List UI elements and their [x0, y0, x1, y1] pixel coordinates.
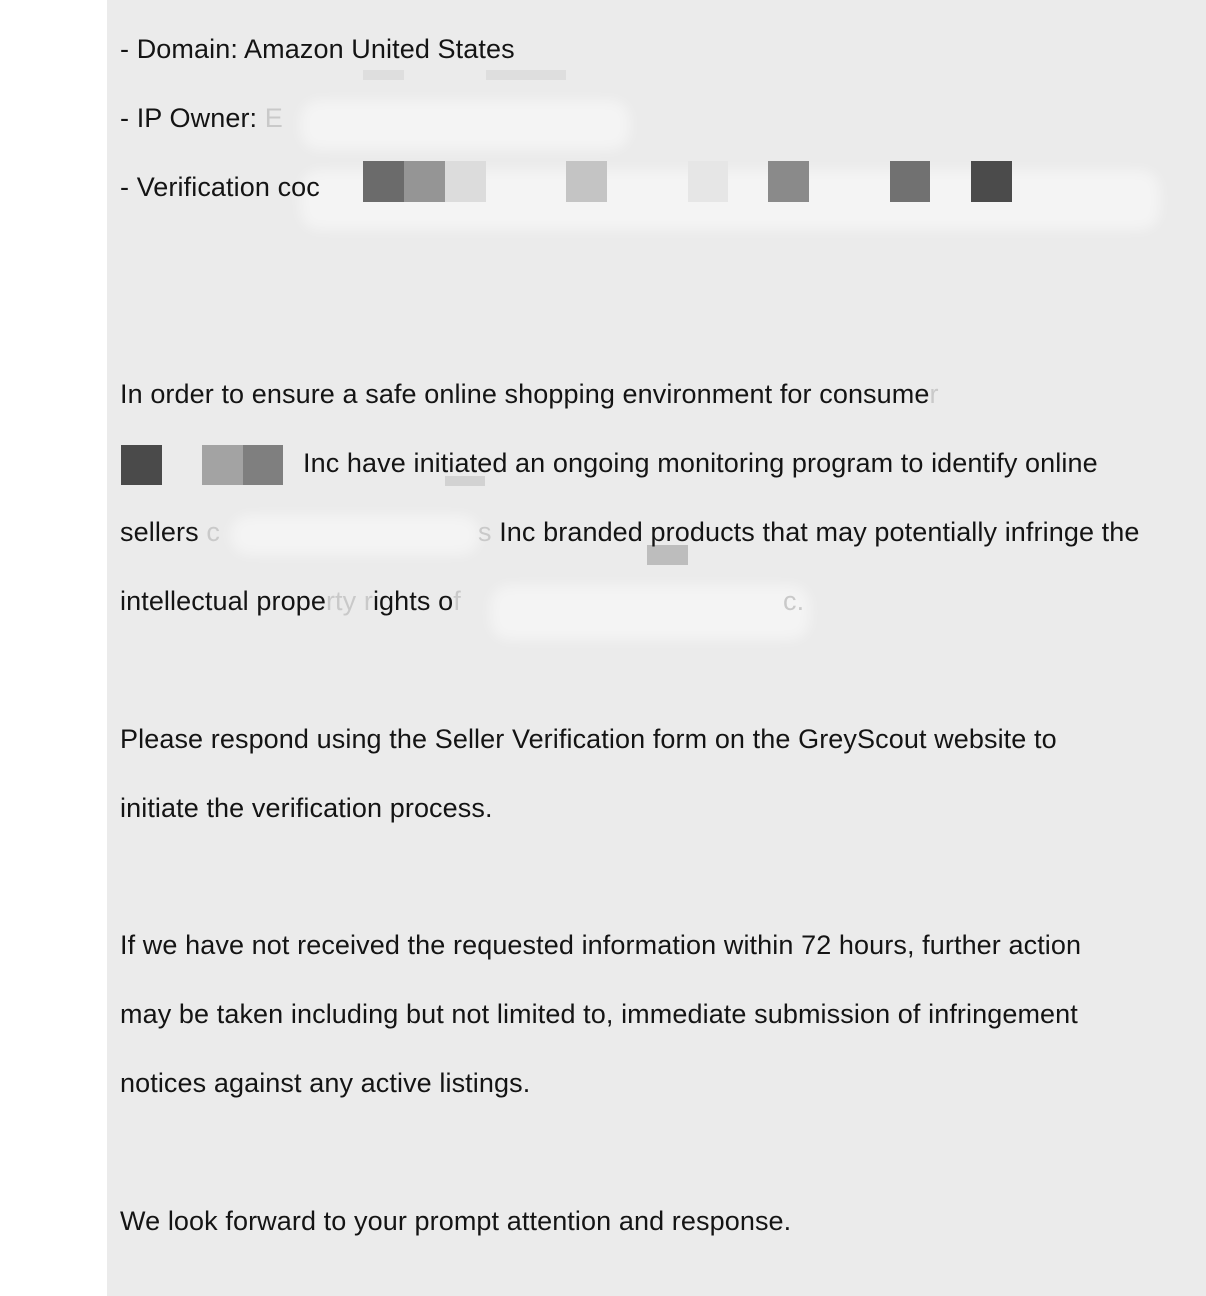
paragraph-1-line-4: [120, 583, 461, 619]
paragraph-3-line-1: [120, 927, 1081, 963]
paragraph-1-text: In order to ensure a safe online shopping environment for consume: [120, 379, 930, 409]
paragraph-1-line-1: [120, 376, 939, 412]
closing-line: [120, 1203, 791, 1239]
redaction-block: [445, 161, 486, 202]
paragraph-3-text: If we have not received the requested information within 72 hours, further action: [120, 930, 1082, 960]
paragraph-2-line-2: [120, 790, 493, 826]
redaction-block: [566, 161, 607, 202]
redacted-text: c.: [783, 586, 805, 616]
paragraph-2-line-1: [120, 721, 1057, 757]
paragraph-3-line-3: [120, 1065, 530, 1101]
paragraph-1-line-2: [303, 445, 1098, 481]
paragraph-2-text: initiate the verification process.: [120, 793, 493, 823]
redaction-block: [243, 445, 283, 485]
verification-code-label: - Verification coc: [120, 172, 320, 202]
paragraph-1-text: ights o: [372, 586, 454, 616]
redaction-block: [890, 161, 930, 202]
paragraph-2-text: Please respond using the Seller Verification form on the GreyScout website to: [120, 724, 1057, 754]
redacted-text: rty r: [325, 586, 373, 616]
redaction-block: [363, 70, 404, 80]
paragraph-1-text: Inc have initiated an ongoing monitoring program to identify online: [303, 448, 1098, 478]
redacted-text: f: [453, 586, 461, 616]
redacted-text: c: [206, 517, 220, 547]
paragraph-3-text: may be taken including but not limited to, immediate submission of infringement: [120, 999, 1078, 1029]
redaction-block: [121, 445, 162, 485]
paragraph-3-text: notices against any active listings.: [120, 1068, 531, 1098]
redacted-text: r: [929, 379, 939, 409]
domain-line: [120, 31, 515, 67]
redaction-block: [404, 161, 445, 202]
redaction-block: [363, 161, 404, 202]
redaction-block: [688, 161, 728, 202]
closing-text: We look forward to your prompt attention and response.: [120, 1206, 792, 1236]
paragraph-1-text: intellectual prope: [120, 586, 326, 616]
ip-owner-line: [120, 100, 283, 136]
redaction-smudge: [230, 515, 480, 555]
redaction-smudge: [300, 100, 630, 150]
domain-text: - Domain: Amazon United States: [120, 34, 515, 64]
paragraph-3-line-2: [120, 996, 1078, 1032]
paragraph-1-line-3-end: [478, 514, 1140, 550]
redaction-block: [202, 445, 243, 485]
redaction-block: [768, 161, 809, 202]
verification-code-line: [120, 169, 320, 205]
redaction-block: [971, 161, 1012, 202]
redaction-block: [486, 70, 566, 80]
paragraph-1-text: Inc branded products that may potentially infringe the: [491, 517, 1140, 547]
ip-owner-redacted: E: [264, 103, 283, 133]
paragraph-1-line-4-end: [783, 583, 804, 619]
redaction-smudge: [490, 585, 810, 640]
redacted-text: s: [478, 517, 492, 547]
ip-owner-label: - IP Owner:: [120, 103, 265, 133]
paragraph-1-line-3: [120, 514, 220, 550]
paragraph-1-text: sellers: [120, 517, 207, 547]
